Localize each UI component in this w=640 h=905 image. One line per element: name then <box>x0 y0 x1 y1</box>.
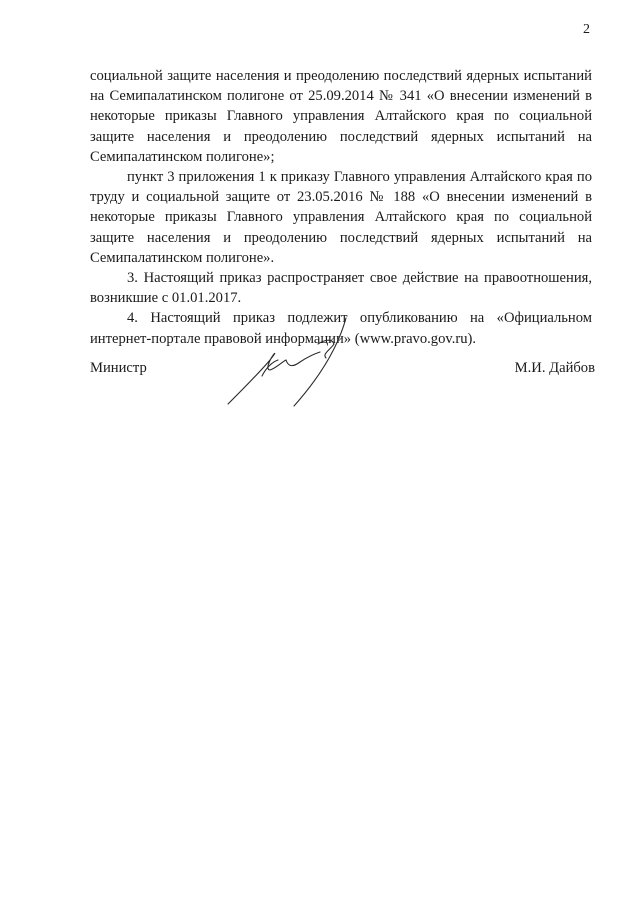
paragraph-item-3: 3. Настоящий приказ распространяет свое действие на правоотношения, возникшие с 01.01.2017. <box>90 270 592 307</box>
paragraph-item-point-3: пункт 3 приложения 1 к приказу Главного управления Алтайского края по труду и социальной защите от 23.05.2016 № 188 «О внесении изменений в некоторые приказы Главного управления Алтайского края по социальной защите населения и преодолению последствий ядерных испытаний на Семипалатинском полигоне». <box>90 169 592 266</box>
paragraph-continuation: социальной защите населения и преодолению последствий ядерных испытаний на Семипалатинском полигоне от 25.09.2014 № 341 «О внесении изменений в некоторые приказы Главного управления Алтайского края по социальной защите населения и преодолению последствий ядерных испытаний на Семипалатинском полигоне»; <box>90 68 592 165</box>
signer-name: М.И. Дайбов <box>514 360 595 376</box>
document-body <box>90 66 592 349</box>
paragraph-item-4: 4. Настоящий приказ подлежит опубликованию на «Официальном интернет-портале правовой информации» (www.pravo.gov.ru). <box>90 310 592 347</box>
page-number: 2 <box>583 22 590 37</box>
handwritten-signature-icon <box>222 310 352 410</box>
signer-position: Министр <box>90 360 147 376</box>
